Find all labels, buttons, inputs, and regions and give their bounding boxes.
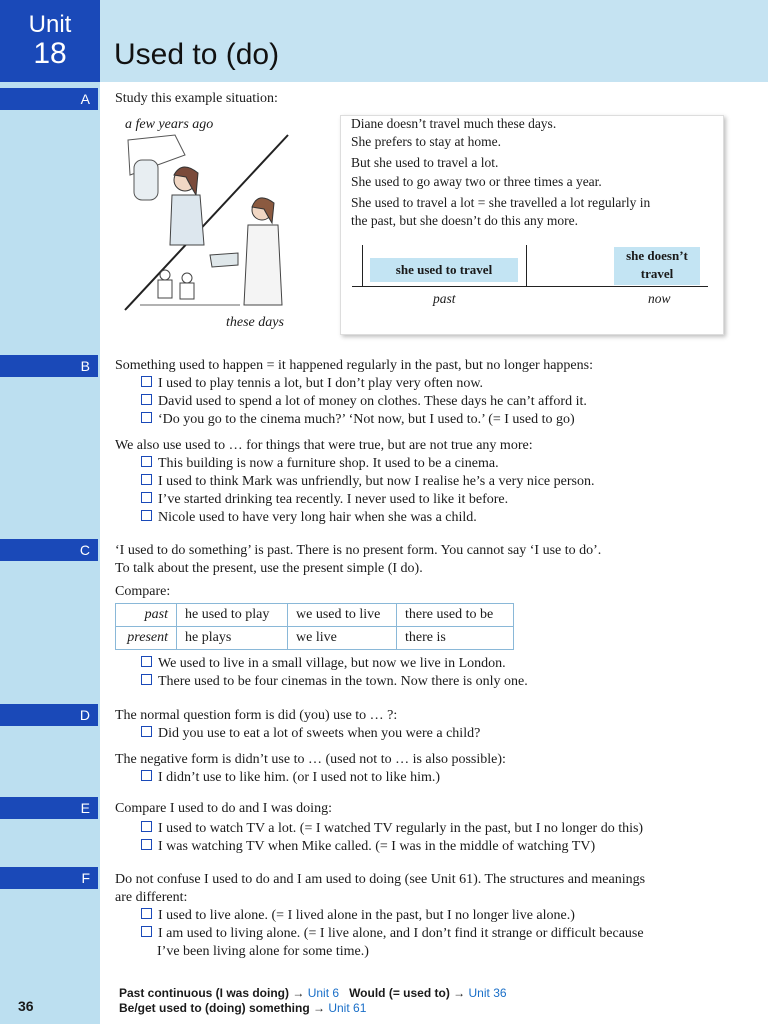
section-d-line-2: The negative form is didn’t use to … (used not to … is also possible): [115, 752, 506, 767]
example-b-1: I used to play tennis a lot, but I don’t play very often now. [141, 375, 483, 393]
illustration-travel [120, 115, 350, 335]
panel-line-2: She prefers to stay at home. [351, 134, 501, 149]
section-b-intro-2: We also use used to … for things that were true, but are not true any more: [115, 438, 533, 453]
section-c-compare: Compare: [115, 584, 171, 599]
cell-c3-past: there used to be [397, 604, 514, 627]
cell-c1-present: he plays [177, 627, 288, 650]
example-d-1: Did you use to eat a lot of sweets when you were a child? [141, 725, 480, 743]
section-c-line-1: ‘I used to do something’ is past. There is no present form. You cannot say ‘I use to do’. [115, 543, 602, 558]
example-f-1: I used to live alone. (= I lived alone in the past, but I no longer live alone.) [141, 907, 575, 925]
compare-table [115, 603, 514, 650]
section-a-intro: Study this example situation: [115, 91, 278, 106]
page-number: 36 [18, 998, 34, 1014]
cell-c3-present: there is [397, 627, 514, 650]
example-e-1: I used to watch TV a lot. (= I watched TV regularly in the past, but I no longer do this) [141, 820, 643, 838]
row-label-past: past [116, 604, 177, 627]
section-b-intro: Something used to happen = it happened regularly in the past, but no longer happens: [115, 358, 593, 373]
panel-line-3: But she used to travel a lot. [351, 155, 499, 170]
section-f-line-1: Do not confuse I used to do and I am used to doing (see Unit 61). The structures and meanings [115, 872, 646, 887]
table-row-past [116, 604, 514, 627]
row-label-present: present [116, 627, 177, 650]
timeline-past-label: past [433, 291, 456, 306]
cell-c2-past: we used to live [288, 604, 397, 627]
example-b-2: David used to spend a lot of money on clothes. These days he can’t afford it. [141, 393, 587, 411]
cell-c1-past: he used to play [177, 604, 288, 627]
example-c-1: We used to live in a small village, but now we live in London. [141, 655, 506, 673]
link-unit-36[interactable]: Unit 36 [468, 986, 507, 1000]
section-label-e: E [0, 797, 98, 819]
unit-number: 18 [33, 37, 67, 70]
timeline-past-box [370, 258, 518, 282]
example-f-2: I am used to living alone. (= I live alone, and I don’t find it strange or difficult because [141, 925, 644, 943]
section-label-f: F [0, 867, 98, 889]
timeline-axis [352, 286, 708, 287]
timeline-now-box-line1: she doesn’t [626, 248, 688, 263]
example-b-5: I used to think Mark was unfriendly, but now I realise he’s a very nice person. [141, 473, 594, 491]
section-label-a: A [0, 88, 98, 110]
section-label-b: B [0, 355, 98, 377]
panel-line-4: She used to go away two or three times a year. [351, 174, 602, 189]
timeline-past-box-text: she used to travel [395, 262, 493, 277]
link-unit-61[interactable]: Unit 61 [328, 1001, 367, 1015]
table-row-present [116, 627, 514, 650]
section-label-d: D [0, 704, 98, 726]
timeline-now-box [614, 247, 700, 285]
section-label-c: C [0, 539, 98, 561]
footer-ref-line-2: Be/get used to (doing) something → Unit 61 [119, 1001, 367, 1015]
panel-line-6: the past, but she doesn’t do this any more. [351, 213, 578, 228]
panel-line-5: She used to travel a lot = she travelled a lot regularly in [351, 195, 651, 210]
section-e-line-1: Compare I used to do and I was doing: [115, 801, 332, 816]
example-b-3: ‘Do you go to the cinema much?’ ‘Not now, but I used to.’ (= I used to go) [141, 411, 575, 429]
section-d-line-1: The normal question form is did (you) use to … ?: [115, 708, 398, 723]
example-b-7: Nicole used to have very long hair when she was a child. [141, 509, 477, 527]
cell-c2-present: we live [288, 627, 397, 650]
unit-word: Unit [28, 11, 72, 38]
example-e-2: I was watching TV when Mike called. (= I was in the middle of watching TV) [141, 838, 595, 856]
example-b-4: This building is now a furniture shop. It used to be a cinema. [141, 455, 499, 473]
panel-line-1: Diane doesn’t travel much these days. [351, 116, 557, 131]
example-b-6: I’ve started drinking tea recently. I never used to like it before. [141, 491, 508, 509]
example-d-2: I didn’t use to like him. (or I used not to like him.) [141, 769, 440, 787]
timeline-tick-end [526, 245, 527, 286]
example-c-2: There used to be four cinemas in the town. Now there is only one. [141, 673, 528, 691]
section-f-line-2: are different: [115, 890, 188, 905]
footer-ref-line-1: Past continuous (I was doing) → Unit 6 Would (= used to) → Unit 36 [119, 986, 507, 1000]
link-unit-6[interactable]: Unit 6 [307, 986, 340, 1000]
label-a-few-years-ago: a few years ago [125, 117, 214, 132]
timeline-tick-start [362, 245, 363, 286]
timeline-now-box-line2: travel [640, 266, 674, 281]
timeline-now-label: now [648, 291, 671, 306]
section-c-line-2: To talk about the present, use the present simple (I do). [115, 561, 423, 576]
unit-badge [0, 0, 100, 82]
page-title: Used to (do) [114, 38, 280, 71]
label-these-days: these days [226, 315, 284, 330]
example-f-2-cont: I’ve been living alone for some time.) [157, 944, 369, 959]
